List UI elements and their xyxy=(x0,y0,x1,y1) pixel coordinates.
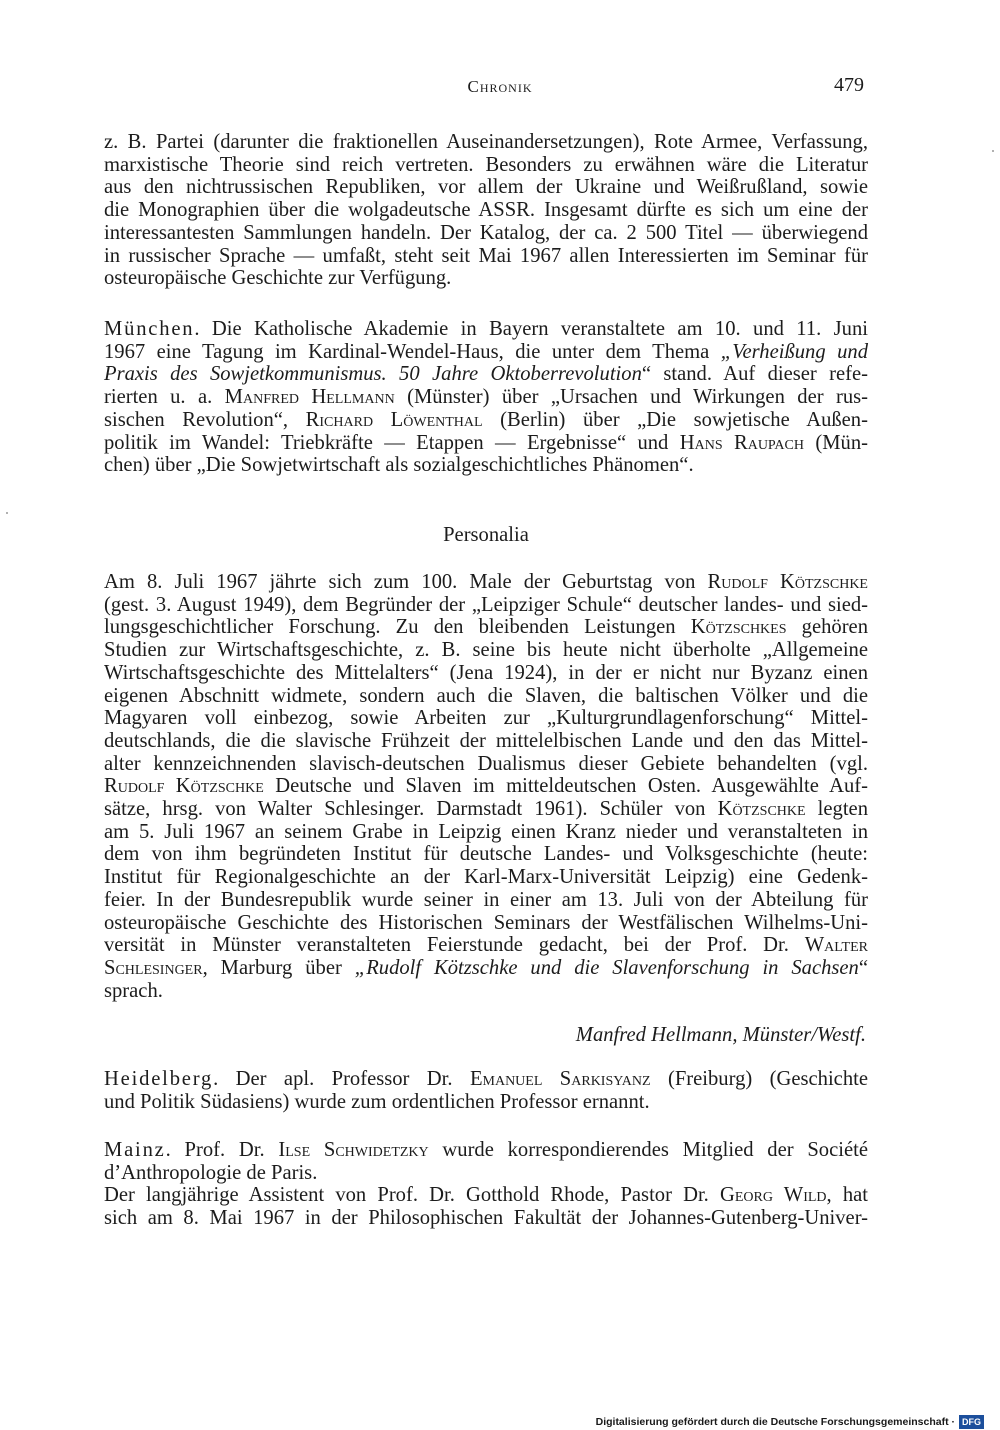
text-line xyxy=(104,386,868,409)
text-line: z. B. Partei (darunter die fraktionellen Auseinandersetzungen), Rote Armee, Verfassung, xyxy=(104,131,868,153)
text-line: marxistische Theorie sind reich vertreten. Besonders zu erwähnen wäre die Literatur xyxy=(104,153,868,176)
text-line: feier. In der Bundesrepublik wurde seiner in einer am 13. Juli von der Abteilung für xyxy=(104,888,868,911)
text-line xyxy=(104,934,868,957)
text-line: sich am 8. Mai 1967 in der Philosophischen Fakultät der Johannes-Gutenberg-Univer- xyxy=(104,1207,868,1230)
text-run: (Berlin) über „Die sowjetische Außen- xyxy=(500,408,868,431)
text-line: osteuropäische Geschichte zur Verfügung. xyxy=(104,267,452,290)
text-run: wurde korrespondierendes Mitglied der Société xyxy=(442,1139,868,1161)
text-run: (Mün- xyxy=(815,431,868,454)
text-line: und Politik Südasiens) wurde zum ordentlichen Professor ernannt. xyxy=(104,1090,650,1113)
person-name: Rudolf Kötzschke xyxy=(707,571,868,593)
paragraph-koetzschke xyxy=(104,571,868,1002)
text-run: , hat xyxy=(826,1184,868,1207)
text-line xyxy=(104,1068,868,1091)
place-name: München xyxy=(104,318,195,340)
person-name: Kötzschke xyxy=(717,798,806,821)
page-header-title: Chronik xyxy=(467,77,533,96)
text-line: d’Anthropologie de Paris. xyxy=(104,1161,318,1184)
paragraph-muenchen xyxy=(104,318,868,477)
text-line: (gest. 3. August 1949), dem Begründer der „Leipziger Schule“ deutscher landes- und sied- xyxy=(104,593,868,616)
text-run: versität in Münster veranstalteten Feierstunde gedacht, bei der Prof. Dr. xyxy=(104,934,789,957)
text-line: alter kennzeichnenden slavisch-deutschen Dualismus dieser Gebiete behandelten (vgl. xyxy=(104,752,868,775)
text-line: aus den nichtrussischen Republiken, vor allem der Ukraine und Weißrußland, sowie xyxy=(104,176,868,199)
text-line: eigenen Abschnitt widmete, sondern auch die Slaven, die baltischen Völker und die xyxy=(104,684,868,707)
text-line: chen) über „Die Sowjetwirtschaft als sozialgeschichtliches Phänomen“. xyxy=(104,454,694,477)
text-line xyxy=(104,318,868,341)
text-line: Wirtschaftsgeschichte des Mittelalters“ (Jena 1924), in der er nicht nur Byzanz einen xyxy=(104,661,868,684)
person-name: Ilse Schwidetzky xyxy=(278,1139,429,1161)
text-run: rierten u. a. xyxy=(104,386,213,409)
text-line xyxy=(104,1139,868,1162)
paragraph-library-collection xyxy=(104,131,868,290)
text-line: Studien zur Wirtschaftsgeschichte, z. B. seine bis heute nicht überholte „Allgemeine xyxy=(104,639,868,662)
person-name: Rudolf Kötzschke xyxy=(104,775,264,798)
text-run: “ xyxy=(858,956,868,979)
text-line xyxy=(104,798,868,821)
paragraph-mainz xyxy=(104,1139,868,1230)
text-run: sätze, hrsg. von Walter Schlesinger. Darmstadt 1961). Schüler von xyxy=(104,798,706,821)
text-run: “ stand. Auf dieser refe- xyxy=(641,363,868,386)
signature: Manfred Hellmann, Münster/Westf. xyxy=(575,1024,866,1046)
text-run: Am 8. Juli 1967 jährte sich zum 100. Male der Geburtstag von xyxy=(104,571,696,593)
text-line: Institut für Regionalgeschichte an der Karl-Marx-Universität Leipzig) eine Gedenk- xyxy=(104,866,868,889)
scan-speck xyxy=(6,512,8,514)
italic-title: „Rudolf Kötzschke und die Slavenforschung in Sachsen xyxy=(354,956,859,979)
text-run: Der langjährige Assistent von Prof. Dr. Gotthold Rhode, Pastor Dr. xyxy=(104,1184,709,1207)
section-heading-personalia: Personalia xyxy=(443,524,529,546)
digitization-footer xyxy=(560,1414,984,1430)
text-run: politik im Wandel: Triebkräfte — Etappen — Ergebnisse“ und xyxy=(104,431,669,454)
text-line xyxy=(104,571,868,594)
text-run: . Die Katholische Akademie in Bayern veranstaltete am 10. und 11. Juni xyxy=(194,318,868,340)
text-line: die Monographien über die wolgadeutsche ASSR. Insgesamt dürfte es sich um eine der xyxy=(104,199,868,222)
text-line: dem von ihm begründeten Institut für deutsche Landes- und Volksgeschichte (heute: xyxy=(104,843,868,866)
place-name: Mainz xyxy=(104,1139,166,1161)
text-line xyxy=(104,616,868,639)
text-line: interessantesten Sammlungen handeln. Der Katalog, der ca. 2 500 Titel — überwiegend xyxy=(104,221,868,244)
text-line: sprach. xyxy=(104,979,163,1002)
text-run: legten xyxy=(817,798,868,821)
person-name: Schlesinger xyxy=(104,956,203,979)
italic-title: Praxis des Sowjetkommunismus. 50 Jahre Oktoberrevolution xyxy=(104,363,642,386)
text-line xyxy=(104,1184,868,1207)
paragraph-heidelberg xyxy=(104,1068,868,1113)
text-line: in russischer Sprache — umfaßt, steht seit Mai 1967 allen Interessierten im Seminar für xyxy=(104,244,868,267)
footer-text: Digitalisierung gefördert durch die Deutsche Forschungsgemeinschaft · xyxy=(595,1416,955,1428)
text-line xyxy=(104,775,868,798)
text-run: . Der apl. Professor Dr. xyxy=(213,1068,453,1090)
text-line: osteuropäische Geschichte des Historischen Seminars der Westfälischen Wilhelms-Uni- xyxy=(104,911,868,934)
text-line xyxy=(104,409,868,432)
text-run: (Freiburg) (Geschichte xyxy=(667,1068,868,1090)
place-name: Heidelberg xyxy=(104,1068,214,1090)
person-name: Georg Wild xyxy=(720,1184,827,1207)
text-run: lungsgeschichtlicher Forschung. Zu den bleibenden Leistungen xyxy=(104,616,676,639)
text-run: 1967 eine Tagung im Kardinal-Wendel-Haus, die unter dem Thema xyxy=(104,340,710,363)
text-run: (Münster) über „Ursachen und Wirkungen der rus- xyxy=(407,386,868,409)
scan-speck xyxy=(992,150,994,152)
person-name: Emanuel Sarkisyanz xyxy=(469,1068,651,1090)
person-name: Walter xyxy=(804,934,868,957)
person-name: Kötzschkes xyxy=(690,616,787,639)
page-number: 479 xyxy=(834,74,864,96)
text-line: Magyaren voll einbezog, sowie Arbeiten zur „Kulturgrundlagenforschung“ Mittel- xyxy=(104,707,868,730)
text-line: deutschlands, die die slavische Frühzeit der mittelelbischen Lande und den das Mittel- xyxy=(104,729,868,752)
text-line xyxy=(104,363,868,386)
text-run: gehören xyxy=(801,616,868,639)
text-run: . Prof. Dr. xyxy=(165,1139,265,1161)
text-line xyxy=(104,432,868,455)
text-line xyxy=(104,957,868,980)
text-run: , Marburg über xyxy=(202,956,342,979)
person-name: Hans Raupach xyxy=(679,431,804,454)
text-run: sischen Revolution“, xyxy=(104,408,289,431)
text-line: am 5. Juli 1967 an seinem Grabe in Leipzig einen Kranz nieder und veranstalteten in xyxy=(104,820,868,843)
dfg-logo: DFG xyxy=(959,1415,984,1429)
person-name: Manfred Hellmann xyxy=(224,386,395,409)
text-line xyxy=(104,341,868,364)
person-name: Richard Löwenthal xyxy=(305,408,483,431)
italic-title: „Verheißung und xyxy=(720,340,868,363)
text-run: Deutsche und Slaven im mitteldeutschen Osten. Ausgewählte Auf- xyxy=(275,775,868,798)
